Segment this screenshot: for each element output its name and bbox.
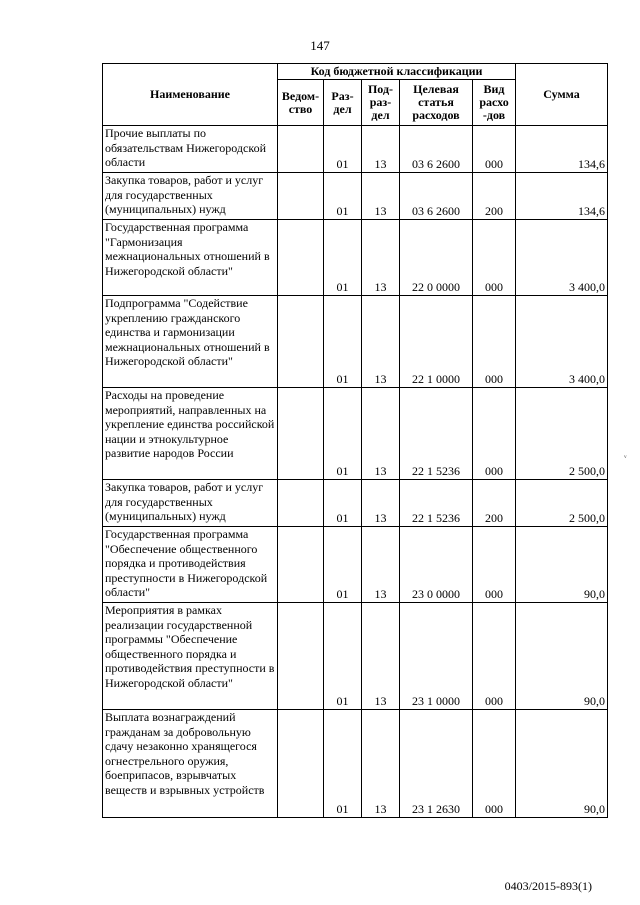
row-target-article: 23 1 0000 <box>400 603 473 710</box>
margin-mark: ᵥ <box>624 449 627 459</box>
row-sum: 90,0 <box>516 527 608 603</box>
row-subsection: 13 <box>362 710 400 818</box>
row-sum: 90,0 <box>516 710 608 818</box>
row-department <box>278 126 324 173</box>
row-sum: 3 400,0 <box>516 220 608 296</box>
table-row <box>103 296 608 388</box>
header-code-group: Код бюджетной классификации <box>278 64 516 80</box>
row-subsection: 13 <box>362 527 400 603</box>
row-sum: 3 400,0 <box>516 296 608 388</box>
row-name: Выплата вознаграждений гражданам за добровольную сдачу незаконно хранящегося огнестрельного оружия, боеприпасов, взрывчатых веществ и взрывных устройств <box>103 710 278 818</box>
row-target-article: 22 0 0000 <box>400 220 473 296</box>
row-department <box>278 388 324 480</box>
row-subsection: 13 <box>362 296 400 388</box>
row-department <box>278 710 324 818</box>
row-department <box>278 220 324 296</box>
row-target-article: 03 6 2600 <box>400 173 473 220</box>
row-section: 01 <box>324 126 362 173</box>
row-department <box>278 527 324 603</box>
footer-document-code: 0403/2015-893(1) <box>504 879 592 893</box>
header-expense-type <box>473 80 516 126</box>
row-target-article: 23 1 2630 <box>400 710 473 818</box>
row-name: Подпрограмма "Содействие укреплению гражданского единства и гармонизации межнациональных отношений в Нижегородской области" <box>103 296 278 388</box>
header-section-text: Раз- дел <box>331 88 354 116</box>
table-row <box>103 527 608 603</box>
header-target-article <box>400 80 473 126</box>
table-row <box>103 480 608 527</box>
row-section: 01 <box>324 527 362 603</box>
header-target-article-text: Целевая статья расходов <box>412 82 460 122</box>
table-row <box>103 126 608 173</box>
row-target-article: 22 1 5236 <box>400 388 473 480</box>
row-name: Государственная программа "Гармонизация межнациональных отношений в Нижегородской области" <box>103 220 278 296</box>
header-department <box>278 80 324 126</box>
row-target-article: 23 0 0000 <box>400 527 473 603</box>
row-target-article: 22 1 0000 <box>400 296 473 388</box>
row-section: 01 <box>324 220 362 296</box>
header-department-text: Ведом- ство <box>281 88 320 116</box>
row-subsection: 13 <box>362 388 400 480</box>
row-target-article: 03 6 2600 <box>400 126 473 173</box>
budget-table <box>102 63 608 818</box>
row-name: Прочие выплаты по обязательствам Нижегородской области <box>103 126 278 173</box>
row-name: Закупка товаров, работ и услуг для государственных (муниципальных) нужд <box>103 480 278 527</box>
row-department <box>278 173 324 220</box>
header-name: Наименование <box>103 64 278 126</box>
row-name: Закупка товаров, работ и услуг для государственных (муниципальных) нужд <box>103 173 278 220</box>
row-subsection: 13 <box>362 220 400 296</box>
row-section: 01 <box>324 388 362 480</box>
header-expense-type-text: Вид расхо -дов <box>479 82 509 122</box>
table-row <box>103 173 608 220</box>
row-expense-type: 000 <box>473 296 516 388</box>
row-expense-type: 000 <box>473 388 516 480</box>
row-subsection: 13 <box>362 173 400 220</box>
row-sum: 2 500,0 <box>516 480 608 527</box>
row-expense-type: 200 <box>473 480 516 527</box>
row-name: Мероприятия в рамках реализации государственной программы "Обеспечение общественного порядка и противодействия преступности в Нижегородской области" <box>103 603 278 710</box>
table-row <box>103 603 608 710</box>
row-sum: 2 500,0 <box>516 388 608 480</box>
table-row <box>103 220 608 296</box>
row-expense-type: 000 <box>473 710 516 818</box>
row-department <box>278 296 324 388</box>
table-row <box>103 710 608 818</box>
row-section: 01 <box>324 603 362 710</box>
row-subsection: 13 <box>362 126 400 173</box>
row-section: 01 <box>324 296 362 388</box>
row-sum: 134,6 <box>516 173 608 220</box>
row-expense-type: 000 <box>473 527 516 603</box>
header-subsection-text: Под- раз- дел <box>367 82 394 122</box>
row-expense-type: 000 <box>473 220 516 296</box>
row-sum: 134,6 <box>516 126 608 173</box>
row-department <box>278 480 324 527</box>
header-section <box>324 80 362 126</box>
row-name: Государственная программа "Обеспечение общественного порядка и противодействия преступности в Нижегородской области" <box>103 527 278 603</box>
row-sum: 90,0 <box>516 603 608 710</box>
row-expense-type: 200 <box>473 173 516 220</box>
row-section: 01 <box>324 710 362 818</box>
row-expense-type: 000 <box>473 603 516 710</box>
table-body <box>103 126 608 818</box>
row-subsection: 13 <box>362 480 400 527</box>
row-target-article: 22 1 5236 <box>400 480 473 527</box>
header-sum: Сумма <box>516 64 608 126</box>
row-subsection: 13 <box>362 603 400 710</box>
row-department <box>278 603 324 710</box>
row-section: 01 <box>324 480 362 527</box>
row-section: 01 <box>324 173 362 220</box>
row-name: Расходы на проведение мероприятий, направленных на укрепление единства российской нации и этнокультурное развитие народов России <box>103 388 278 480</box>
page-number: 147 <box>310 38 330 53</box>
header-subsection <box>362 80 400 126</box>
row-expense-type: 000 <box>473 126 516 173</box>
table-row <box>103 388 608 480</box>
